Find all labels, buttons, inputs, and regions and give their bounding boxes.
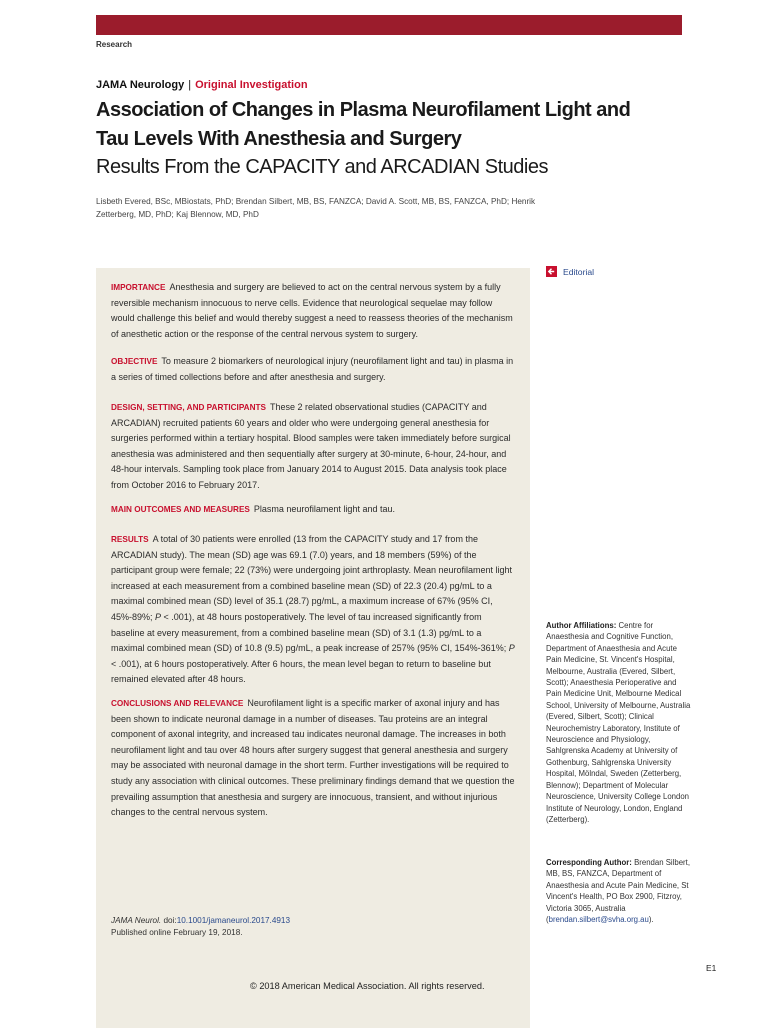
author-list: Lisbeth Evered, BSc, MBiostats, PhD; Brendan Silbert, MB, BS, FANZCA; David A. Scott, MB, BS, FANZCA, PhD; Henrik Zetterberg, MD, PhD; Kaj Blennow, MD, PhD bbox=[96, 197, 536, 219]
editorial-label: Editorial bbox=[563, 266, 595, 277]
article-type: Original Investigation bbox=[195, 79, 308, 91]
objective-heading: OBJECTIVE bbox=[111, 357, 158, 366]
outcomes-heading: MAIN OUTCOMES AND MEASURES bbox=[111, 505, 250, 514]
section-label: Research bbox=[96, 40, 133, 49]
results-text-3: < .001), at 6 hours postoperatively. After 6 hours, the mean level began to return to baseline but remained elevated after 48 hours. bbox=[111, 658, 491, 685]
conclusions-heading: CONCLUSIONS AND RELEVANCE bbox=[111, 699, 244, 708]
journal-separator: | bbox=[188, 79, 192, 91]
published-date: Published online February 19, 2018. bbox=[111, 928, 243, 937]
abstract-objective bbox=[111, 354, 517, 385]
abstract-importance bbox=[111, 280, 517, 342]
email-link[interactable]: brendan.silbert@svha.org.au bbox=[548, 915, 649, 925]
citation bbox=[111, 915, 511, 939]
citation-doi-prefix: doi: bbox=[161, 916, 177, 925]
conclusions-text: Neurofilament light is a specific marker of axonal injury and has been shown to indicate neuronal damage in a number of diseases. Tau proteins are an integral component of axonal integrity, and increased tau indicates neuronal damage. The increases in both neurofilament light and tau over 48 hours after surgery suggest that general anesthesia and surgery may be associated with neuronal damage in the short term. Further investigations will be required to study any association with clinical outcomes. These preliminary findings demand that we question the prevailing assumption that anesthesia and surgery are innocuous, transient, and without injurious changes to the central nervous system. bbox=[111, 698, 515, 818]
corresponding-end: ). bbox=[648, 915, 654, 925]
results-text-1: A total of 30 patients were enrolled (13 from the CAPACITY study and 17 from the ARCADIAN study). The mean (SD) age was 69.1 (7.0) years, and 18 members (59%) of the participant group were female; 22 (73%) were undergoing joint arthroplasty. Mean neurofilament light increased at each measurement from a combined baseline mean (SD) of 22.3 (20.4) pg/mL to a maximal combined mean (SD) level of 35.1 (28.7) pg/mL, a maximum increase of 67% (95% CI, 45%-89%; bbox=[111, 534, 513, 622]
objective-text: To measure 2 biomarkers of neurological injury (neurofilament light and tau) in plasma in a series of timed collections before and after anesthesia and surgery. bbox=[111, 356, 514, 382]
doi-link[interactable]: 10.1001/jamaneurol.2017.4913 bbox=[176, 916, 291, 925]
copyright-notice: © 2018 American Medical Association. All rights reserved. bbox=[250, 981, 485, 991]
abstract-conclusions bbox=[111, 696, 517, 821]
journal-line bbox=[96, 79, 308, 91]
citation-journal: JAMA Neurol. bbox=[111, 916, 162, 925]
corresponding-text: Brendan Silbert, MB, BS, FANZCA, Department of Anaesthesia and Acute Pain Medicine, St Vincent's Health, PO Box 2900, Fitzroy, Victoria 3065, Australia ( bbox=[546, 858, 690, 925]
editorial-link[interactable] bbox=[546, 266, 594, 277]
importance-text: Anesthesia and surgery are believed to act on the central nervous system by a fully reversible mechanism innocuous to nerve cells. Evidence that neurological sequelae may follow would challenge this belief and would thereby suggest a need to reassess theories of the mechanism of anesthetic action or the response of the central nervous system to surgery. bbox=[111, 282, 513, 339]
abstract-outcomes bbox=[111, 502, 517, 518]
p-symbol-2: P bbox=[508, 643, 515, 654]
results-text-2: < .001), at 48 hours postoperatively. The level of tau increased significantly from baseline at every measurement, from a combined baseline mean (SD) of 3.1 (1.3) pg/mL to a maximal combined mean (SD) of 10.8 (9.5) pg/mL, a peak increase of 257% (95% CI, 154%-361%; bbox=[111, 611, 509, 654]
affiliations-text: Centre for Anaesthesia and Cognitive Function, Department of Anaesthesia and Acute Pain Medicine, St. Vincent's Hospital, Melbourne, Australia (Evered, Silbert, Scott); Anaesthesia Perioperative and Pain Medicine Unit, Melbourne Medical School, University of Melbourne, Australia (Evered, Silbert, Scott); Clinical Neurochemistry Laboratory, Institute of Neuroscience and Physiology, Sahlgrenska Academy at University of Gothenburg, Sahlgrenska University Hospital, Mölndal, Sweden (Zetterberg, Blennow); Department of Molecular Neuroscience, University College London Institute of Neurology, London, England (Zetterberg). bbox=[546, 621, 691, 824]
arrow-left-icon bbox=[546, 266, 557, 277]
abstract-design bbox=[111, 400, 517, 494]
journal-name: JAMA Neurology bbox=[96, 79, 185, 91]
page-number: E1 bbox=[706, 963, 717, 973]
article-subtitle: Results From the CAPACITY and ARCADIAN Studies bbox=[96, 156, 548, 178]
importance-heading: IMPORTANCE bbox=[111, 283, 166, 292]
corresponding-heading: Corresponding Author: bbox=[546, 858, 632, 867]
results-heading: RESULTS bbox=[111, 535, 149, 544]
corresponding-author bbox=[546, 857, 692, 925]
abstract-results bbox=[111, 532, 517, 688]
p-symbol-1: P bbox=[155, 611, 162, 622]
citation-doi-line bbox=[111, 915, 511, 927]
outcomes-text: Plasma neurofilament light and tau. bbox=[253, 504, 395, 514]
affiliations-heading: Author Affiliations: bbox=[546, 621, 617, 630]
header-color-bar bbox=[96, 15, 682, 35]
article-title: Association of Changes in Plasma Neurofilament Light and Tau Levels With Anesthesia and Surgery bbox=[96, 99, 631, 150]
author-affiliations bbox=[546, 620, 692, 825]
design-heading: DESIGN, SETTING, AND PARTICIPANTS bbox=[111, 403, 266, 412]
design-text: These 2 related observational studies (CAPACITY and ARCADIAN) recruited patients 60 years and older who were undergoing general anesthesia for surgeries performed within a tertiary hospital. Blood samples were taken immediately before surgical anesthesia was administered and then sequentially after surgery at 30-minute, 6-hour, 24-hour, and 48-hour intervals. Sampling took place from January 2014 to August 2015. Data analysis took place from October 2016 to February 2017. bbox=[111, 402, 511, 490]
